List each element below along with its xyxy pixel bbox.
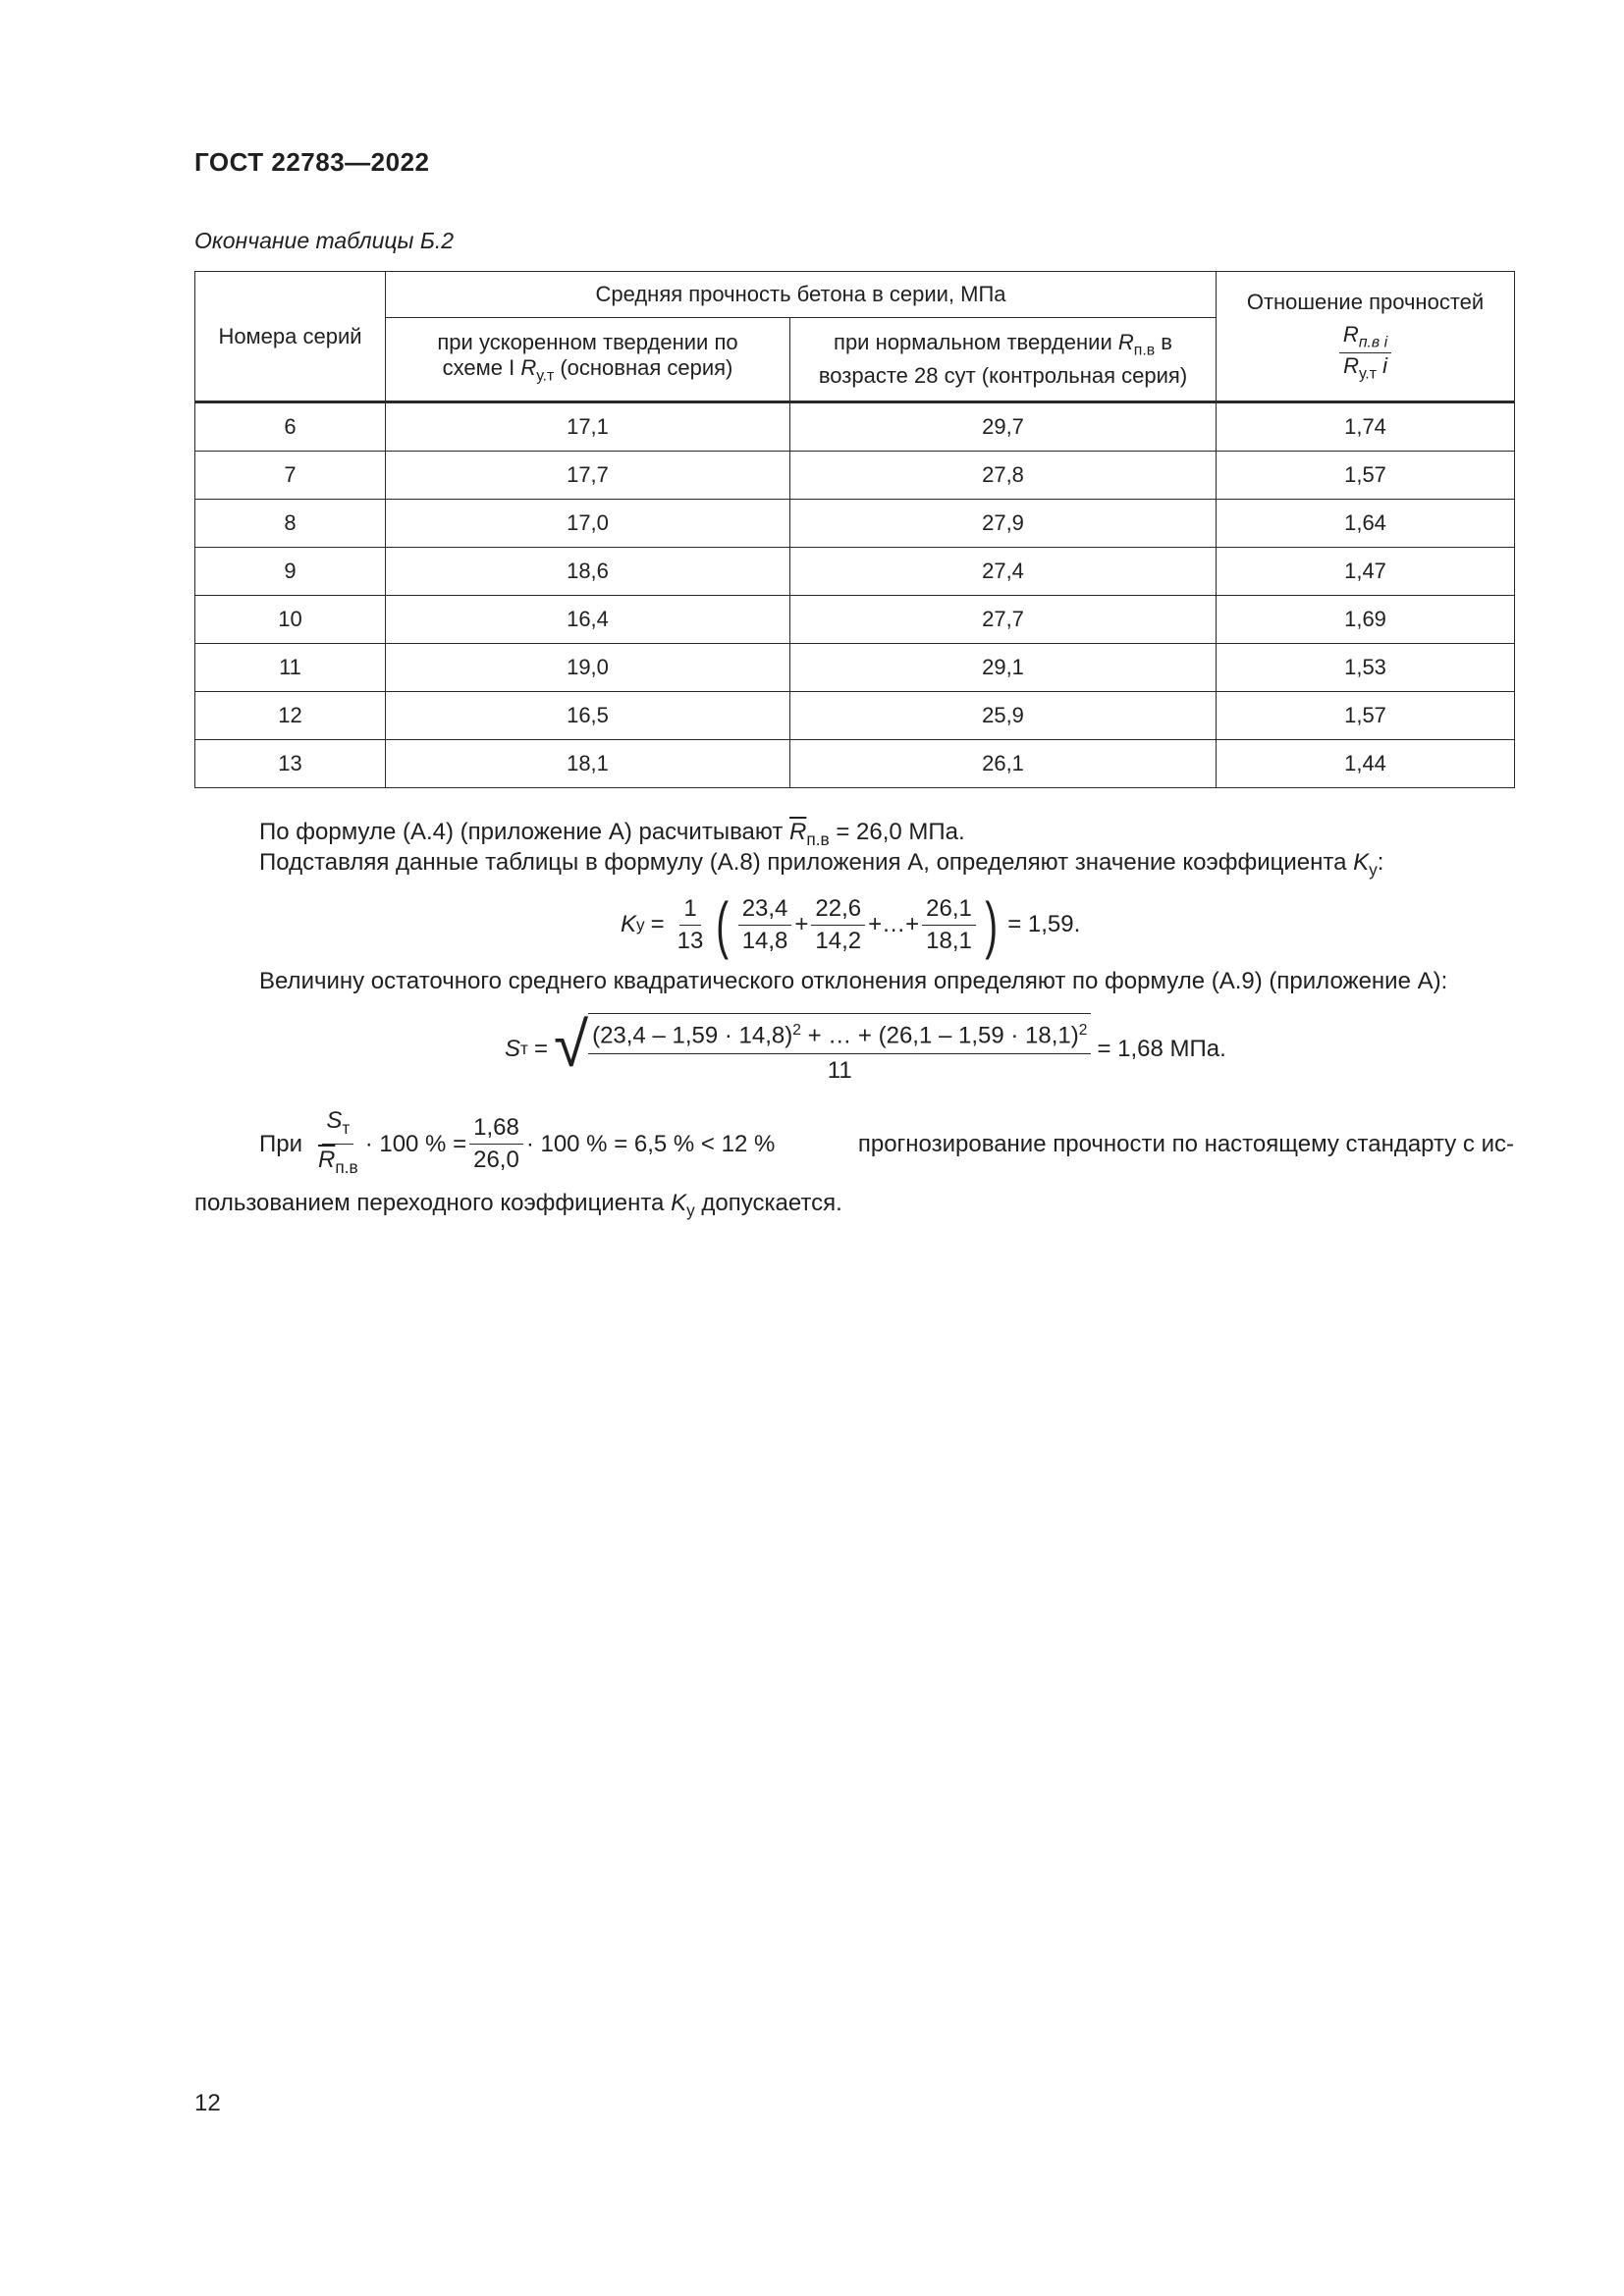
col-header-ratio: Отношение прочностей $\frac{R_{п.в i}}{R_{у.т} i}$ — [1217, 272, 1515, 402]
col-group-header-strength: Средняя прочность бетона в серии, МПа — [386, 272, 1217, 318]
cell-normal: 27,9 — [790, 500, 1217, 548]
ratio-fraction: $\frac{R_{п.в i}}{R_{у.т} i}$ — [1339, 323, 1391, 383]
table-row — [195, 402, 1515, 452]
formula-st: S т = √ $(23,4 - 1,59 \cdot 14,8)^2$ + … + $(26,1 - 1,59 \cdot 18,1)^2$ 11 = 1,68 МПа. — [505, 1009, 1226, 1084]
cell-normal: 29,1 — [790, 644, 1217, 692]
cell-series: 13 — [195, 740, 386, 788]
cell-normal: 27,8 — [790, 452, 1217, 500]
cell-normal: 29,7 — [790, 402, 1217, 452]
results-table — [194, 271, 1515, 788]
cell-series: 6 — [195, 402, 386, 452]
cell-ratio: 1,64 — [1217, 500, 1515, 548]
table-row — [195, 644, 1515, 692]
col-header-normal: при нормальном твердении $R_{п.в}$ в возрасте 28 сут (контрольная серия) — [790, 318, 1217, 402]
cell-accel: 16,4 — [386, 596, 790, 644]
formula-ky: K у = $\frac{1}{13}$ ( 23,4 14,8 + $\frac{22,6}{14,2}$ +…+ $\frac{26,1}{18,1}$ ) = 1,59. — [621, 889, 1081, 960]
cell-accel: 16,5 — [386, 692, 790, 740]
cell-series: 9 — [195, 548, 386, 596]
cell-ratio: 1,57 — [1217, 452, 1515, 500]
cell-accel: 18,1 — [386, 740, 790, 788]
paragraph-conclusion: пользованием переходного коэффициента $K_у$ допускается. — [194, 1190, 842, 1221]
cell-ratio: 1,47 — [1217, 548, 1515, 596]
table-row — [195, 452, 1515, 500]
cell-series: 7 — [195, 452, 386, 500]
cell-ratio: 1,69 — [1217, 596, 1515, 644]
cell-normal: 27,4 — [790, 548, 1217, 596]
table-row — [195, 500, 1515, 548]
cell-normal: 27,7 — [790, 596, 1217, 644]
col-header-series: Номера серий — [195, 272, 386, 402]
table-row — [195, 596, 1515, 644]
paragraph-coefficient-intro: Подставляя данные таблицы в формулу (А.8) приложения А, определяют значение коэффициента $K_у$: — [259, 849, 1384, 881]
paragraph-mean-strength: По формуле (А.4) (приложение А) расчитывают $\overline{R}_{п.в} = 26,0$ МПа. — [259, 819, 965, 850]
cell-series: 12 — [195, 692, 386, 740]
table-row — [195, 548, 1515, 596]
cell-series: 10 — [195, 596, 386, 644]
table-row — [195, 692, 1515, 740]
cell-accel: 17,0 — [386, 500, 790, 548]
cell-normal: 25,9 — [790, 692, 1217, 740]
cell-ratio: 1,44 — [1217, 740, 1515, 788]
cell-ratio: 1,53 — [1217, 644, 1515, 692]
formula-ratio-check: При $S_т$ $\overline{R}_{п.в}$ · 100 % = $\frac{1,68}{26,0}$ · 100 % = 6,5 % < 12 % прогнозирование прочности по настоящему стандарту с ис- — [259, 1107, 1514, 1178]
cell-accel: 18,6 — [386, 548, 790, 596]
table-row — [195, 740, 1515, 788]
page-number: 12 — [194, 2090, 221, 2116]
col-header-accelerated: при ускоренном твердении по схеме I $R_{у.т}$ (основная серия) — [386, 318, 790, 402]
cell-accel: 19,0 — [386, 644, 790, 692]
cell-accel: 17,1 — [386, 402, 790, 452]
paragraph-deviation-intro: Величину остаточного среднего квадратического отклонения определяют по формуле (А.9) (приложение А): — [259, 968, 1448, 994]
cell-ratio: 1,74 — [1217, 402, 1515, 452]
cell-series: 11 — [195, 644, 386, 692]
table-caption: Окончание таблицы Б.2 — [194, 228, 455, 253]
document-code: ГОСТ 22783—2022 — [194, 147, 430, 177]
cell-series: 8 — [195, 500, 386, 548]
cell-ratio: 1,57 — [1217, 692, 1515, 740]
cell-accel: 17,7 — [386, 452, 790, 500]
cell-normal: 26,1 — [790, 740, 1217, 788]
